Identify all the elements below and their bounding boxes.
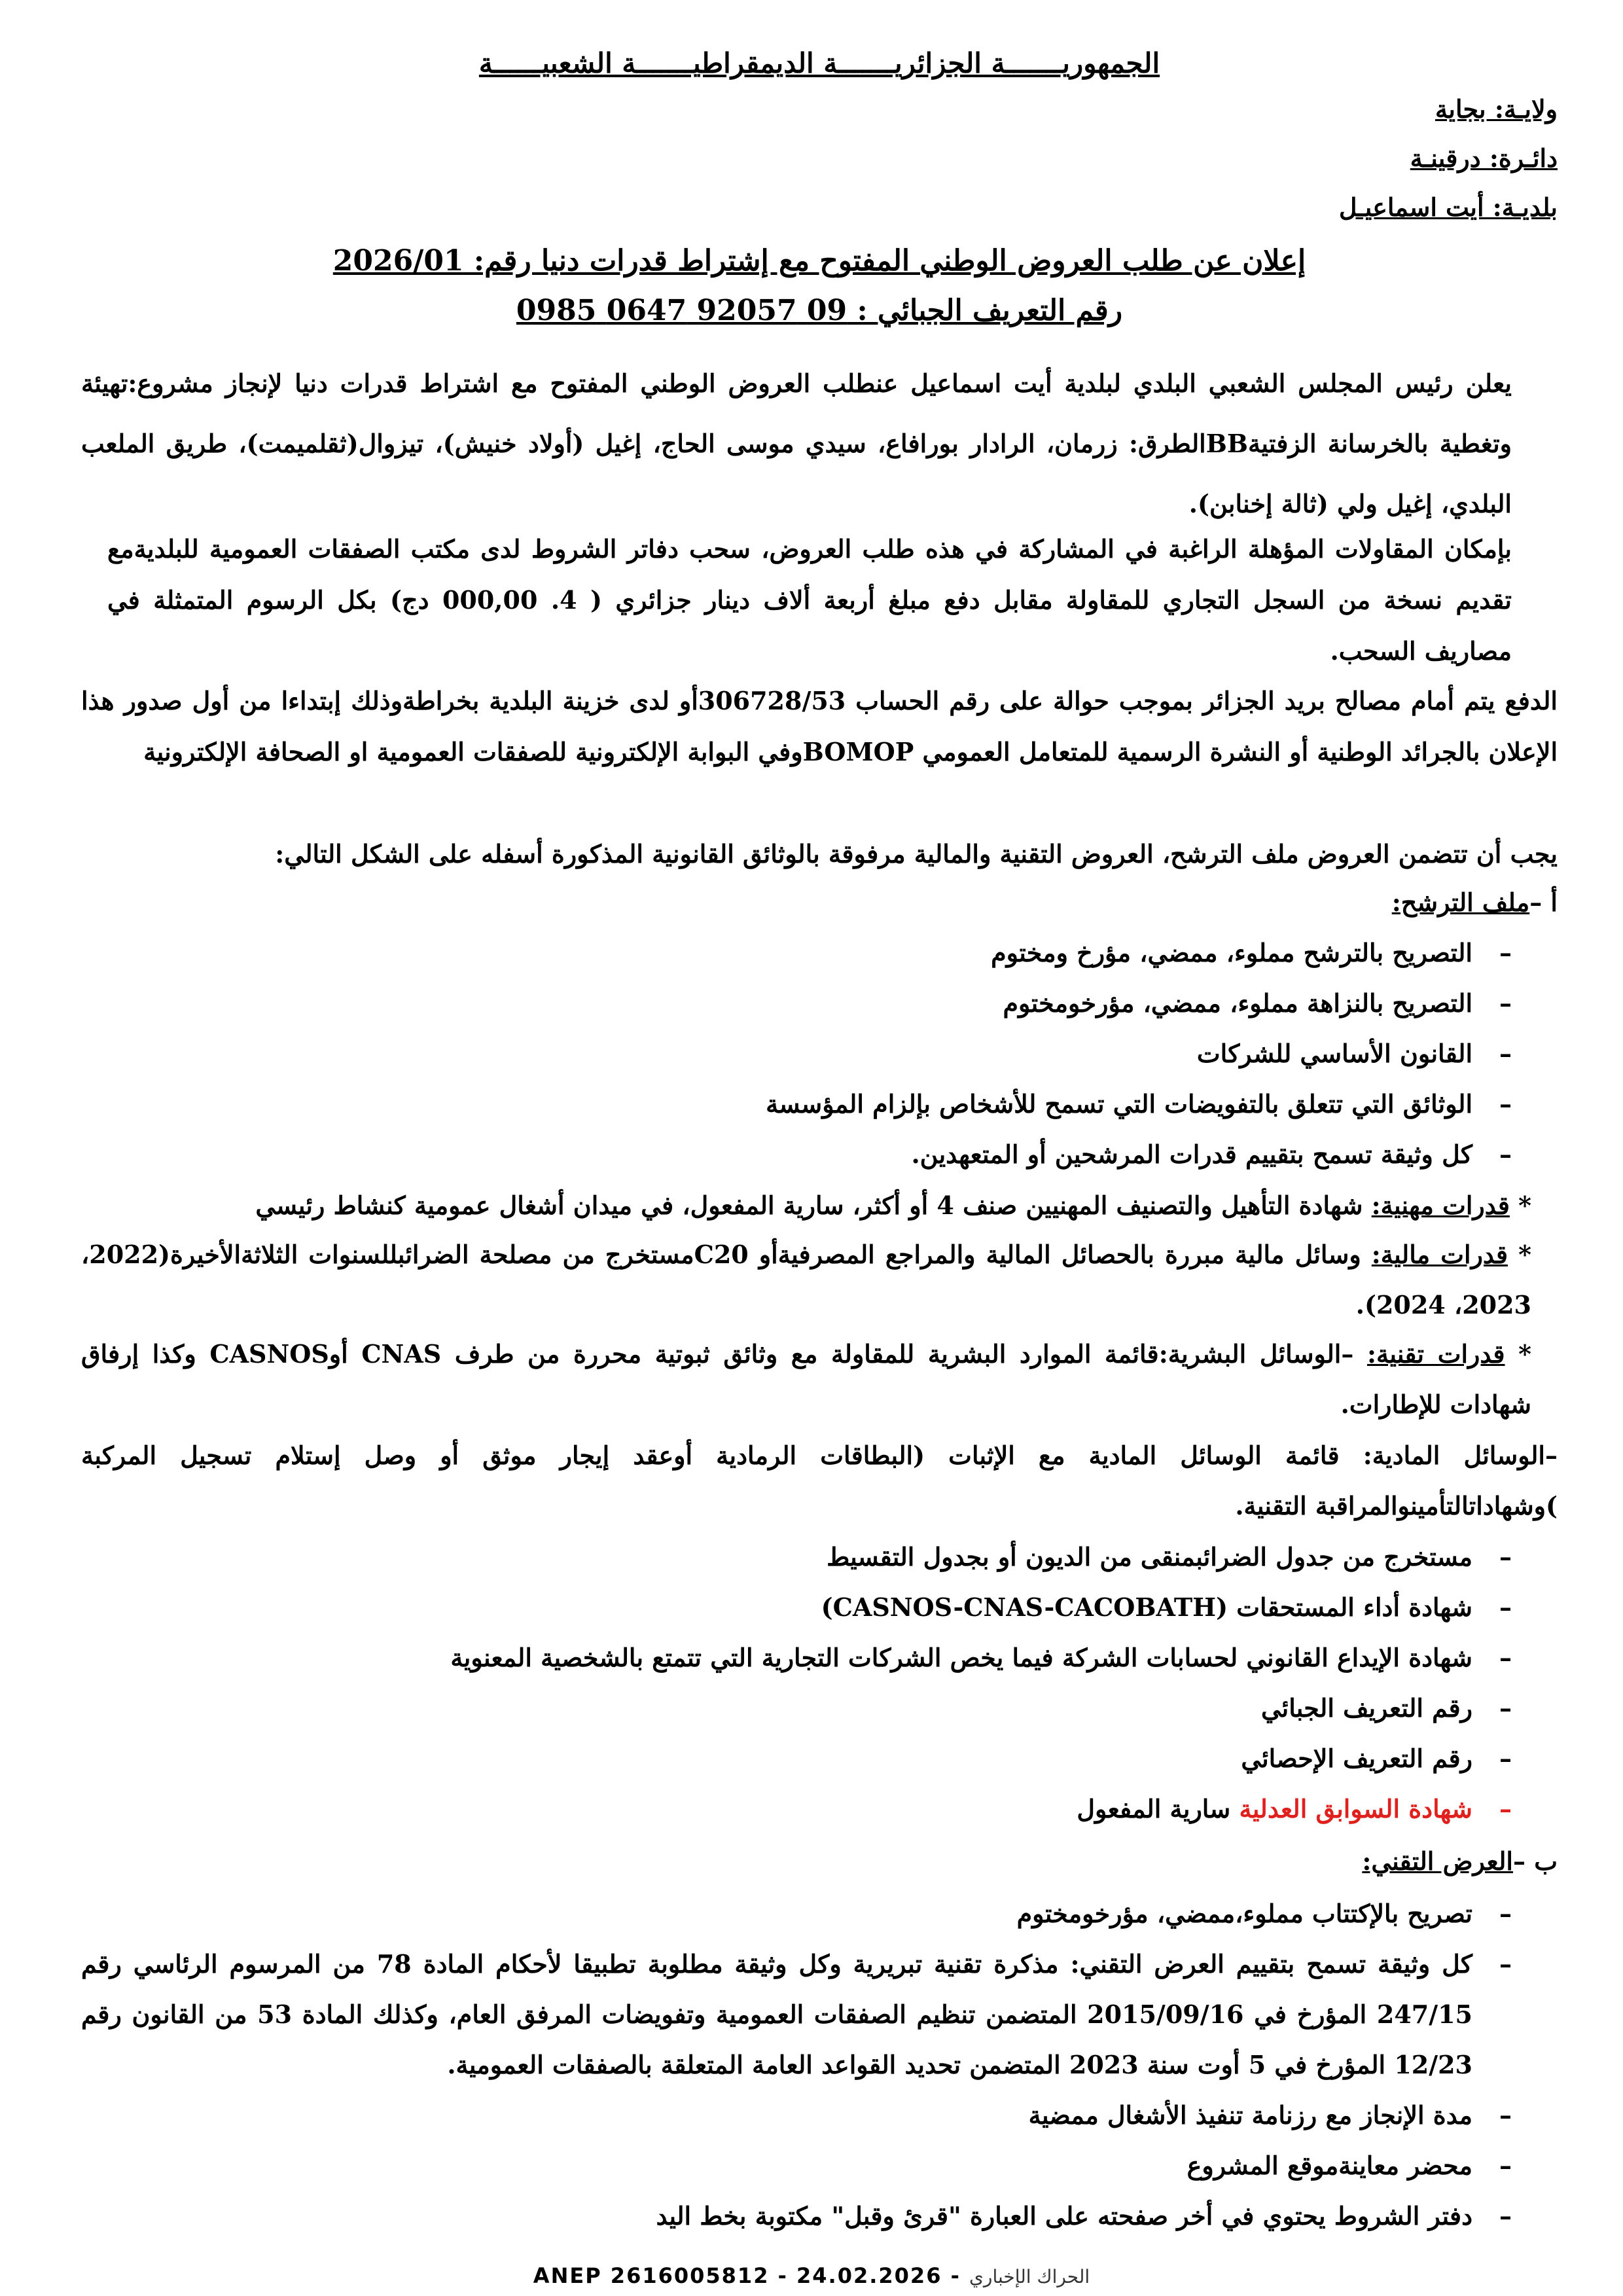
withdrawal-paragraph: بإمكان المقاولات المؤهلة الراغبة في المشاركة في هذه طلب العروض، سحب دفاتر الشروط لدى مكتب الصفقات العمومية للبلديةمع تقديم نسخة من السجل التجاري للمقاولة مقابل دفع مبلغ أربعة ألاف دينار جزائري ( 4. 000,00 دج) بكل الرسوم المتمثلة في مصاريف السحب. — [107, 534, 1512, 666]
list-item: – مدة الإنجاز مع رزنامة تنفيذ الأشغال ممضية — [81, 2090, 1472, 2140]
list-item: – شهادة أداء المستحقات (CASNOS-CNAS-CACOBATH) — [81, 1582, 1472, 1632]
list-item: – دفتر الشروط يحتوي في أخر صفحته على العبارة "قرئ وقبل" مكتوبة بخط اليد — [81, 2191, 1472, 2241]
list-item: – مستخرج من جدول الضرائبمنقى من الديون أو بجدول التقسيط — [81, 1532, 1472, 1582]
financial-capacity: * قدرات مالية: وسائل مالية مبررة بالحصائل المالية والمراجع المصرفيةأو C20مستخرج من مصلحة الضرائبللسنوات الثلاثةالأخيرة(2022، 2023، 2024). — [81, 1240, 1531, 1319]
list-item: – كل وثيقة تسمح بتقييم العرض التقني: مذكرة تقنية تبريرية وكل وثيقة مطلوبة تطبيقا لأحكام المادة 78 من المرسوم الرئاسي رقم 247/15 المؤرخ في 2015/09/16 المتضمن تنظيم الصفقات العمومية وتفويضات المرفق العام، وكذلك المادة 53 من القانون رقم 12/23 المؤرخ في 5 أوت سنة 2023 المتضمن تحديد القواعد العامة المتعلقة بالصفقات العمومية. — [81, 1939, 1472, 2090]
technical-text: –الوسائل البشرية:قائمة الموارد البشرية للمقاولة مع وثائق ثبوتية محررة من طرف CNAS أوCASNOS وكذا إرفاق شهادات للإطارات. — [81, 1339, 1531, 1419]
intro-paragraph: يعلن رئيس المجلس الشعبي البلدي لبلدية أيت اسماعيل عنطلب العروض الوطني المفتوح مع اشتراط قدرات دنيا لإنجاز مشروع:تهيئة وتغطية بالخرسانة الزفتيةBBالطرق: زرمان، الرادار بورافاع، سيدي موسى الحاج، إغيل (أولاد خنيش)، تيزوال(ثقلميمت)، طريق الملعب البلدي، إغيل ولي (ثالة إخنابن). — [81, 368, 1512, 518]
list-item: – التصريح بالنزاهة مملوء، ممضي، مؤرخومختوم — [81, 978, 1472, 1028]
section-b-heading — [81, 1836, 1558, 1886]
section-b-title: العرض التقني: — [1362, 1846, 1513, 1876]
section-a-label: أ – — [1529, 888, 1558, 917]
list-item: – رقم التعريف الجبائي — [81, 1683, 1472, 1733]
criminal-record-label: شهادة السوابق العدلية — [1239, 1794, 1472, 1823]
professional-label: قدرات مهنية: — [1371, 1191, 1510, 1220]
section-a-list — [81, 927, 1558, 1179]
commune: بلديـة: أيت اسماعيـل — [1338, 192, 1558, 222]
section-b-list — [81, 1888, 1558, 2241]
list-item: – رقم التعريف الإحصائي — [81, 1733, 1472, 1784]
professional-capacity: * قدرات مهنية: شهادة التأهيل والتصنيف المهنيين صنف 4 أو أكثر، سارية المفعول، في ميدان أشغال عمومية كنشاط رئيسي — [255, 1191, 1531, 1220]
section-a-heading — [81, 877, 1558, 927]
material-means: –الوسائل المادية: قائمة الوسائل المادية مع الإثبات (البطاقات الرمادية أوعقد إيجار موثق أو وصل إستلام تسجيل المركبة )وشهاداتالتأمينوالمراقبة التقنية. — [81, 1441, 1558, 1520]
list-item: – كل وثيقة تسمح بتقييم قدرات المرشحين أو المتعهدين. — [81, 1129, 1472, 1179]
publication-source: الحراك الإخباري — [969, 2266, 1090, 2287]
financial-text: وسائل مالية مبررة بالحصائل المالية والمراجع المصرفيةأو C20مستخرج من مصلحة الضرائبللسنوات الثلاثةالأخيرة(2022، 2023، 2024). — [81, 1240, 1531, 1319]
professional-text: شهادة التأهيل والتصنيف المهنيين صنف 4 أو أكثر، سارية المفعول، في ميدان أشغال عمومية كنشاط رئيسي — [255, 1191, 1363, 1220]
section-a-list-2 — [81, 1532, 1558, 1834]
wilaya: ولايـة: بجاية — [1435, 94, 1558, 124]
announcement-title: إعلان عن طلب العروض الوطني المفتوح مع إشتراط قدرات دنيا رقم: 2026/01 — [332, 244, 1306, 278]
list-item: – محضر معاينةموقع المشروع — [81, 2140, 1472, 2191]
section-a-title: ملف الترشح: — [1391, 888, 1530, 917]
daira: دائـرة: درقينـة — [1410, 143, 1558, 173]
criminal-record-validity: سارية المفعول — [1077, 1794, 1231, 1823]
republic-title: الجمهوريـــــــة الجزائريـــــــة الديمقراطيـــــــة الشعبيــــــة — [478, 47, 1160, 79]
contents-paragraph: يجب أن تتضمن العروض ملف الترشح، العروض التقنية والمالية مرفوقة بالوثائق القانونية المذكورة أسفله على الشكل التالي: — [275, 839, 1558, 869]
section-b-label: ب – — [1512, 1846, 1558, 1876]
list-item: – القانون الأساسي للشركات — [81, 1028, 1472, 1079]
footer-reference — [0, 2263, 1623, 2288]
list-item-criminal-record — [81, 1784, 1472, 1834]
technical-capacity: * قدرات تقنية: –الوسائل البشرية:قائمة الموارد البشرية للمقاولة مع وثائق ثبوتية محررة من طرف CNAS أوCASNOS وكذا إرفاق شهادات للإطارات. — [81, 1339, 1531, 1419]
list-item: – الوثائق التي تتعلق بالتفويضات التي تسمح للأشخاص بإلزام المؤسسة — [81, 1079, 1472, 1129]
payment-paragraph: الدفع يتم أمام مصالح بريد الجزائر بموجب حوالة على رقم الحساب 306728/53أو لدى خزينة البلدية بخراطةوذلك إبتداءا من أول صدور هذا الإعلان بالجرائد الوطنية أو النشرة الرسمية للمتعامل العمومي BOMOPوفي البوابة الإلكترونية للصفقات العمومية او الصحافة الإلكترونية — [81, 686, 1558, 766]
technical-label: قدرات تقنية: — [1366, 1339, 1505, 1369]
list-item: – تصريح بالإكتتاب مملوء،ممضي، مؤرخومختوم — [81, 1888, 1472, 1939]
financial-label: قدرات مالية: — [1371, 1240, 1508, 1269]
list-item: – التصريح بالترشح مملوء، ممضي، مؤرخ ومختوم — [81, 927, 1472, 978]
anep-reference: ANEP 2616005812 - 24.02.2026 - — [533, 2263, 961, 2288]
list-item: – شهادة الإيداع القانوني لحسابات الشركة فيما يخص الشركات التجارية التي تتمتع بالشخصية المعنوية — [81, 1632, 1472, 1683]
tax-id: رقم التعريف الجبائي : 09 92057 0647 0985 — [516, 294, 1123, 327]
